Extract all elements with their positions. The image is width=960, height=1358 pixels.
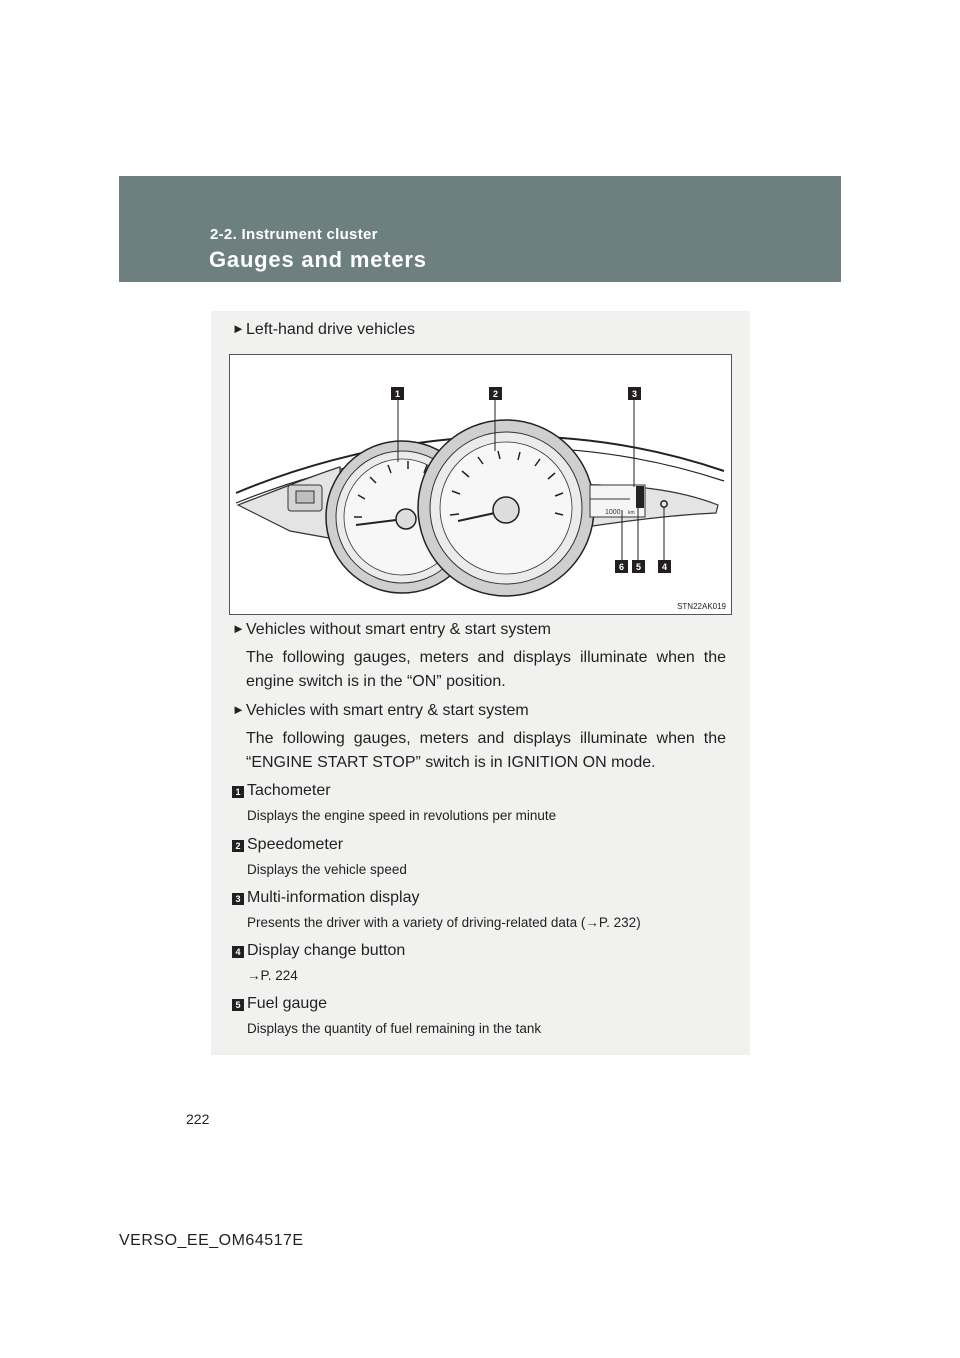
item-description: Presents the driver with a variety of driving-related data (→P. 232) [247, 915, 641, 930]
callout-1 [391, 387, 404, 400]
item-title: Fuel gauge [247, 995, 328, 1012]
svg-text:4: 4 [661, 562, 668, 572]
item-number-badge: 1 [232, 786, 244, 798]
item-title: Multi-information display [247, 889, 420, 906]
condition-heading-1: ►Vehicles without smart entry & start system [232, 621, 551, 638]
svg-text:5: 5 [635, 562, 642, 572]
document-code: VERSO_EE_OM64517E [119, 1232, 304, 1249]
item-title: Display change button [247, 942, 406, 959]
condition-text-1: The following gauges, meters and displays illuminate when the engine switch is in the “ON” position. [246, 649, 726, 690]
item-number-badge: 4 [232, 946, 244, 958]
item-description: Displays the vehicle speed [247, 862, 407, 877]
triangle-bullet-icon: ► [232, 702, 245, 717]
variant-heading: ►Left-hand drive vehicles [232, 321, 415, 338]
chapter-header [119, 176, 841, 282]
svg-text:1: 1 [394, 389, 401, 399]
item-description: Displays the engine speed in revolutions per minute [247, 808, 557, 823]
item-number-badge: 5 [232, 999, 244, 1011]
callout-2 [489, 387, 502, 400]
page-title: Gauges and meters [209, 247, 427, 272]
callout-5 [632, 560, 645, 573]
instrument-cluster-figure [229, 354, 732, 615]
item-title: Speedometer [247, 836, 344, 853]
item-number-badge: 2 [232, 840, 244, 852]
item-title: Tachometer [247, 782, 331, 799]
triangle-bullet-icon: ► [232, 621, 245, 636]
svg-text:3: 3 [631, 389, 638, 399]
svg-text:2: 2 [492, 389, 499, 399]
section-label: 2-2. Instrument cluster [210, 226, 378, 243]
instrument-cluster-illustration [230, 355, 731, 614]
condition-heading-2: ►Vehicles with smart entry & start system [232, 702, 529, 719]
callout-4 [658, 560, 671, 573]
condition-text-2: The following gauges, meters and displays illuminate when the “ENGINE START STOP” switch is in IGNITION ON mode. [246, 730, 726, 771]
item-description: Displays the quantity of fuel remaining in the tank [247, 1021, 542, 1036]
callout-6 [615, 560, 628, 573]
figure-code: STN22AK019 [677, 602, 726, 611]
triangle-bullet-icon: ► [232, 321, 245, 336]
svg-text:6: 6 [618, 562, 625, 572]
svg-text:1000: 1000 [605, 509, 621, 516]
item-number-badge: 3 [232, 893, 244, 905]
page-number: 222 [186, 1111, 210, 1127]
callout-3 [628, 387, 641, 400]
svg-text:km: km [628, 510, 635, 516]
item-description: →P. 224 [247, 968, 298, 983]
